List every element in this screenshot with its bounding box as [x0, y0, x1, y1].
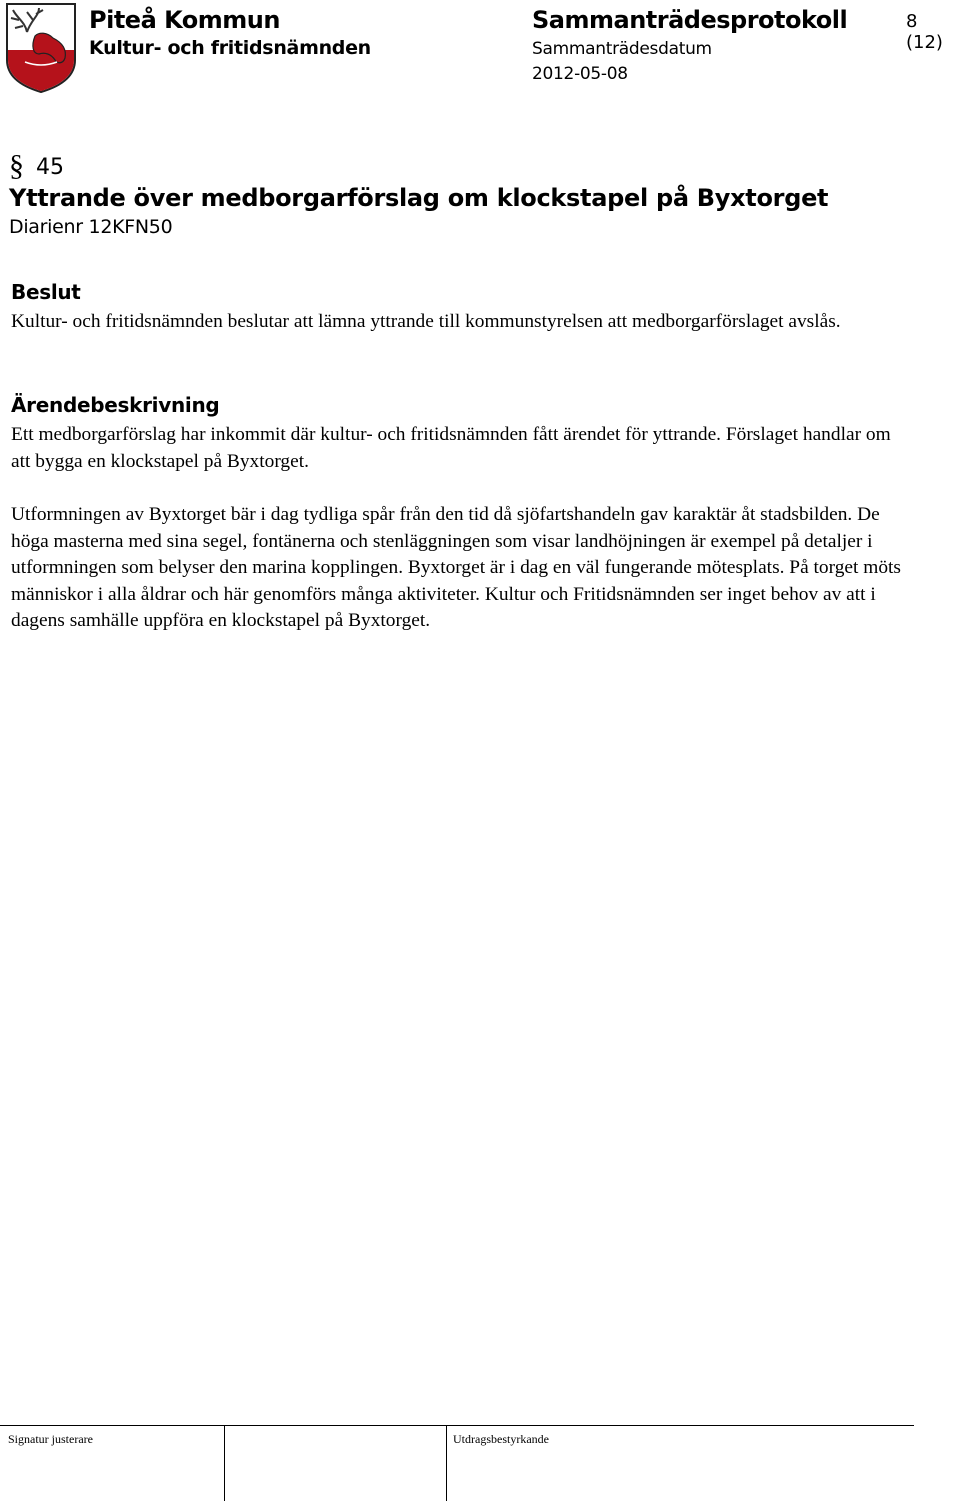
section-title: Yttrande över medborgarförslag om klockstapel på Byxtorget: [9, 184, 829, 212]
document-type: Sammanträdesprotokoll: [532, 6, 848, 34]
decision-heading: Beslut: [11, 280, 81, 304]
section-sign: §: [9, 149, 24, 182]
footer-divider: [0, 1425, 914, 1426]
footer-column-divider: [224, 1425, 225, 1501]
meeting-date-value: 2012-05-08: [532, 64, 628, 84]
case-description-heading: Ärendebeskrivning: [11, 393, 220, 417]
case-description-paragraph: Utformningen av Byxtorget bär i dag tydliga spår från den tid då sjöfartshandeln gav karaktär åt stadsbilden. De höga masterna med sina segel, fontänerna och stenläggningen som visar landhöjningen är exempel på detaljer i utformningen som belyser den marina kopplingen. Byxtorget är i dag en väl fungerande mötesplats. På torget möts människor i alla åldrar och här genomförs många aktiviteter. Kultur och Fritidsnämnden ser inget behov av att i dagens samhälle uppföra en klockstapel på Byxtorget.: [11, 504, 901, 632]
reindeer-coat-of-arms-icon: [5, 2, 77, 94]
decision-text: Kultur- och fritidsnämnden beslutar att lämna yttrande till kommunstyrelsen att medborgarförslaget avslås.: [11, 311, 841, 332]
signature-label: Signatur justerare: [8, 1432, 93, 1446]
meeting-date-label: Sammanträdesdatum: [532, 39, 712, 59]
committee-name: Kultur- och fritidsnämnden: [89, 37, 371, 59]
diary-number: Diarienr 12KFN50: [9, 216, 173, 238]
footer-column-divider: [446, 1425, 447, 1501]
extract-certification-label: Utdragsbestyrkande: [453, 1432, 549, 1446]
page-number: 8 (12): [906, 11, 943, 53]
organization-name: Piteå Kommun: [89, 6, 280, 34]
case-description-paragraph: Ett medborgarförslag har inkommit där kultur- och fritidsnämnden fått ärendet för yttrande. Förslaget handlar om att bygga en klockstapel på Byxtorget.: [11, 424, 891, 472]
section-number: 45: [36, 155, 64, 180]
